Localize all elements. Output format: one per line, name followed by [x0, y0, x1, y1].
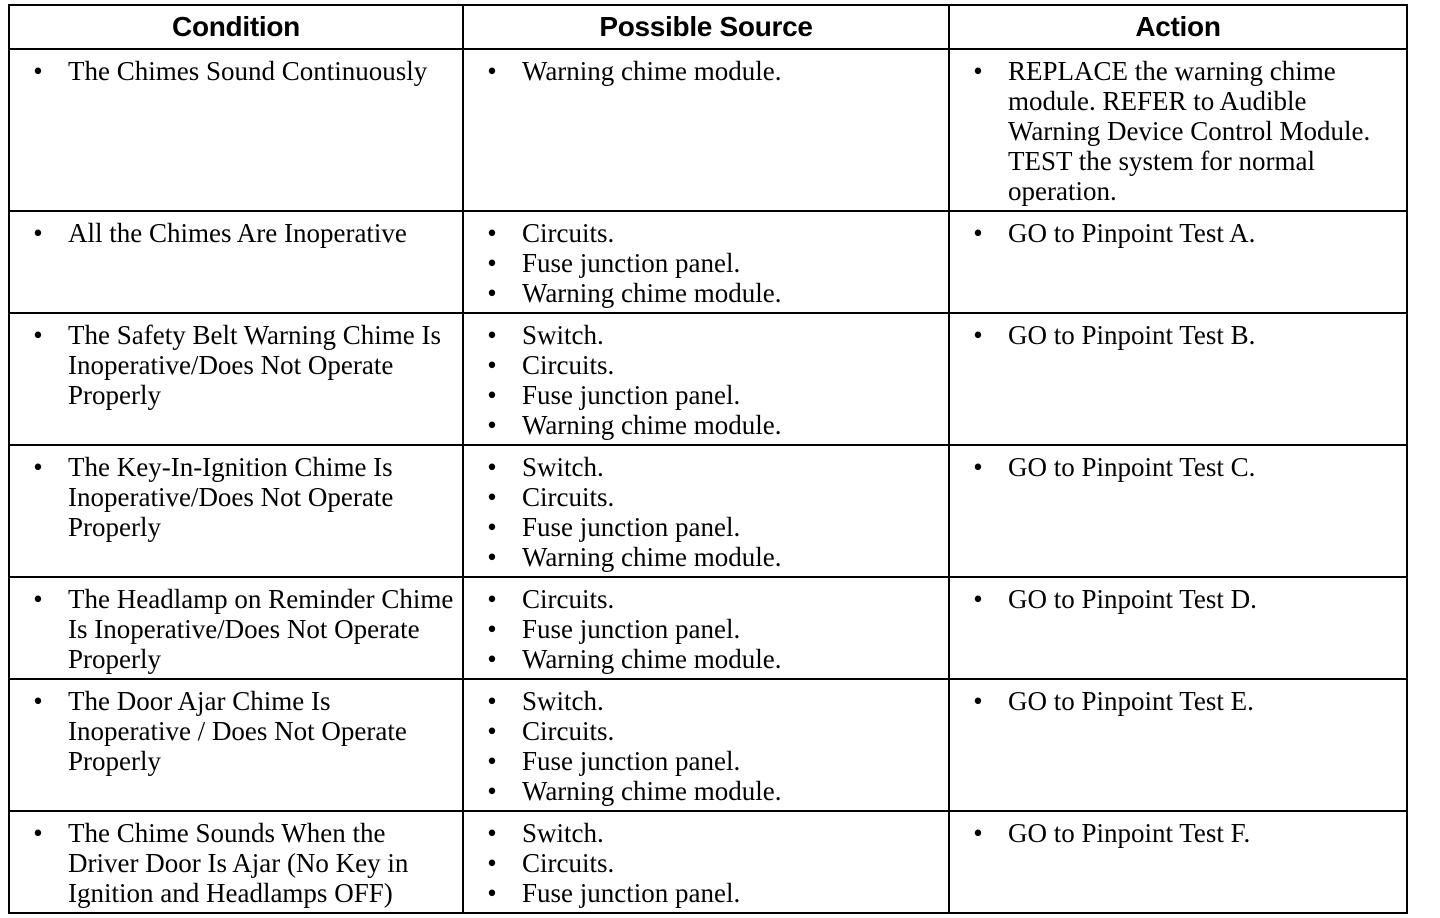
source-list [464, 212, 948, 312]
bullet-icon: • [973, 320, 983, 350]
action-list [950, 578, 1406, 618]
source-item [482, 878, 940, 908]
source-item [482, 350, 940, 380]
source-text: Fuse junction panel. [522, 512, 741, 542]
source-text: Warning chime module. [522, 644, 782, 674]
bullet-icon: • [487, 452, 497, 482]
action-item [968, 56, 1398, 206]
table-row [9, 577, 1407, 679]
action-text: GO to Pinpoint Test C. [1008, 452, 1256, 482]
bullet-icon: • [487, 614, 497, 644]
source-item [482, 776, 940, 806]
source-item [482, 248, 940, 278]
condition-item [10, 212, 462, 252]
bullet-icon: • [33, 320, 43, 350]
action-item [968, 584, 1398, 614]
action-list [950, 680, 1406, 720]
condition-text: The Headlamp on Reminder Chime Is Inoperative/Does Not Operate Properly [68, 584, 454, 674]
source-text: Warning chime module. [522, 410, 782, 440]
source-text: Switch. [522, 818, 604, 848]
source-list [464, 680, 948, 810]
condition-item [10, 50, 462, 90]
action-cell [949, 679, 1407, 811]
source-text: Warning chime module. [522, 56, 782, 86]
table-row [9, 211, 1407, 313]
condition-item [10, 446, 462, 546]
table-row [9, 811, 1407, 913]
source-text: Circuits. [522, 848, 615, 878]
condition-text: The Door Ajar Chime Is Inoperative / Does Not Operate Properly [68, 686, 407, 776]
bullet-icon: • [973, 686, 983, 716]
action-cell [949, 811, 1407, 913]
source-text: Switch. [522, 452, 604, 482]
source-cell [463, 577, 949, 679]
action-item [968, 320, 1398, 350]
bullet-icon: • [487, 350, 497, 380]
source-text: Circuits. [522, 584, 615, 614]
condition-cell [9, 49, 463, 211]
action-list [950, 314, 1406, 354]
condition-cell [9, 313, 463, 445]
condition-text: The Safety Belt Warning Chime Is Inoperative/Does Not Operate Properly [68, 320, 442, 410]
source-item [482, 542, 940, 572]
bullet-icon: • [33, 584, 43, 614]
source-item [482, 56, 940, 86]
action-item [968, 686, 1398, 716]
condition-cell [9, 679, 463, 811]
source-item [482, 818, 940, 848]
source-text: Warning chime module. [522, 776, 782, 806]
table-body [9, 49, 1407, 913]
source-list [464, 578, 948, 678]
source-text: Fuse junction panel. [522, 614, 741, 644]
condition-item [10, 314, 462, 414]
table-header [9, 5, 1407, 49]
source-cell [463, 811, 949, 913]
bullet-icon: • [33, 56, 43, 86]
source-text: Circuits. [522, 716, 615, 746]
source-list [464, 314, 948, 444]
source-text: Fuse junction panel. [522, 746, 741, 776]
condition-text: The Chime Sounds When the Driver Door Is Ajar (No Key in Ignition and Headlamps OFF) [68, 818, 409, 908]
bullet-icon: • [487, 542, 497, 572]
action-text: GO to Pinpoint Test D. [1008, 584, 1257, 614]
action-item [968, 218, 1398, 248]
source-item [482, 746, 940, 776]
diagnostic-table [8, 4, 1408, 914]
condition-text: All the Chimes Are Inoperative [68, 218, 407, 248]
condition-text: The Chimes Sound Continuously [68, 56, 428, 86]
bullet-icon: • [487, 56, 497, 86]
action-list [950, 50, 1406, 210]
condition-item [10, 578, 462, 678]
source-text: Circuits. [522, 350, 615, 380]
source-item [482, 452, 940, 482]
action-text: GO to Pinpoint Test A. [1008, 218, 1256, 248]
condition-cell [9, 211, 463, 313]
action-cell [949, 313, 1407, 445]
bullet-icon: • [487, 716, 497, 746]
header-row [9, 5, 1407, 49]
bullet-icon: • [487, 320, 497, 350]
source-text: Fuse junction panel. [522, 380, 741, 410]
header-condition: Condition [9, 5, 463, 49]
action-text: GO to Pinpoint Test B. [1008, 320, 1256, 350]
source-cell [463, 445, 949, 577]
bullet-icon: • [973, 218, 983, 248]
source-list [464, 50, 948, 90]
bullet-icon: • [487, 818, 497, 848]
table-row [9, 49, 1407, 211]
source-text: Switch. [522, 686, 604, 716]
source-cell [463, 49, 949, 211]
source-text: Warning chime module. [522, 542, 782, 572]
source-text: Circuits. [522, 482, 615, 512]
bullet-icon: • [487, 410, 497, 440]
header-action: Action [949, 5, 1407, 49]
bullet-icon: • [487, 644, 497, 674]
source-item [482, 686, 940, 716]
condition-cell [9, 577, 463, 679]
bullet-icon: • [487, 776, 497, 806]
bullet-icon: • [33, 818, 43, 848]
source-text: Switch. [522, 320, 604, 350]
source-item [482, 320, 940, 350]
source-cell [463, 679, 949, 811]
bullet-icon: • [973, 56, 983, 86]
bullet-icon: • [487, 584, 497, 614]
condition-item [10, 680, 462, 780]
condition-cell [9, 811, 463, 913]
source-item [482, 512, 940, 542]
table-row [9, 313, 1407, 445]
source-item [482, 380, 940, 410]
action-text: GO to Pinpoint Test F. [1008, 818, 1251, 848]
source-text: Circuits. [522, 218, 615, 248]
table-row [9, 445, 1407, 577]
source-item [482, 614, 940, 644]
header-possible-source: Possible Source [463, 5, 949, 49]
bullet-icon: • [33, 218, 43, 248]
action-cell [949, 211, 1407, 313]
condition-text: The Key-In-Ignition Chime Is Inoperative/Does Not Operate Properly [68, 452, 394, 542]
source-list [464, 446, 948, 576]
source-cell [463, 211, 949, 313]
action-cell [949, 577, 1407, 679]
bullet-icon: • [487, 686, 497, 716]
source-text: Fuse junction panel. [522, 878, 741, 908]
bullet-icon: • [973, 818, 983, 848]
source-item [482, 218, 940, 248]
bullet-icon: • [973, 584, 983, 614]
action-text: GO to Pinpoint Test E. [1008, 686, 1254, 716]
action-list [950, 812, 1406, 852]
source-cell [463, 313, 949, 445]
bullet-icon: • [487, 248, 497, 278]
action-cell [949, 49, 1407, 211]
source-item [482, 716, 940, 746]
bullet-icon: • [33, 686, 43, 716]
action-item [968, 818, 1398, 848]
bullet-icon: • [487, 278, 497, 308]
source-item [482, 584, 940, 614]
table-row [9, 679, 1407, 811]
source-item [482, 278, 940, 308]
source-item [482, 482, 940, 512]
action-item [968, 452, 1398, 482]
bullet-icon: • [487, 848, 497, 878]
source-item [482, 410, 940, 440]
action-list [950, 212, 1406, 252]
bullet-icon: • [33, 452, 43, 482]
action-list [950, 446, 1406, 486]
condition-cell [9, 445, 463, 577]
action-cell [949, 445, 1407, 577]
bullet-icon: • [487, 512, 497, 542]
source-text: Fuse junction panel. [522, 248, 741, 278]
source-item [482, 848, 940, 878]
bullet-icon: • [487, 218, 497, 248]
bullet-icon: • [487, 878, 497, 908]
bullet-icon: • [973, 452, 983, 482]
bullet-icon: • [487, 746, 497, 776]
bullet-icon: • [487, 482, 497, 512]
bullet-icon: • [487, 380, 497, 410]
source-item [482, 644, 940, 674]
condition-item [10, 812, 462, 912]
source-text: Warning chime module. [522, 278, 782, 308]
action-text: REPLACE the warning chime module. REFER to Audible Warning Device Control Module. TEST the system for normal operation. [1008, 56, 1371, 206]
source-list [464, 812, 948, 912]
